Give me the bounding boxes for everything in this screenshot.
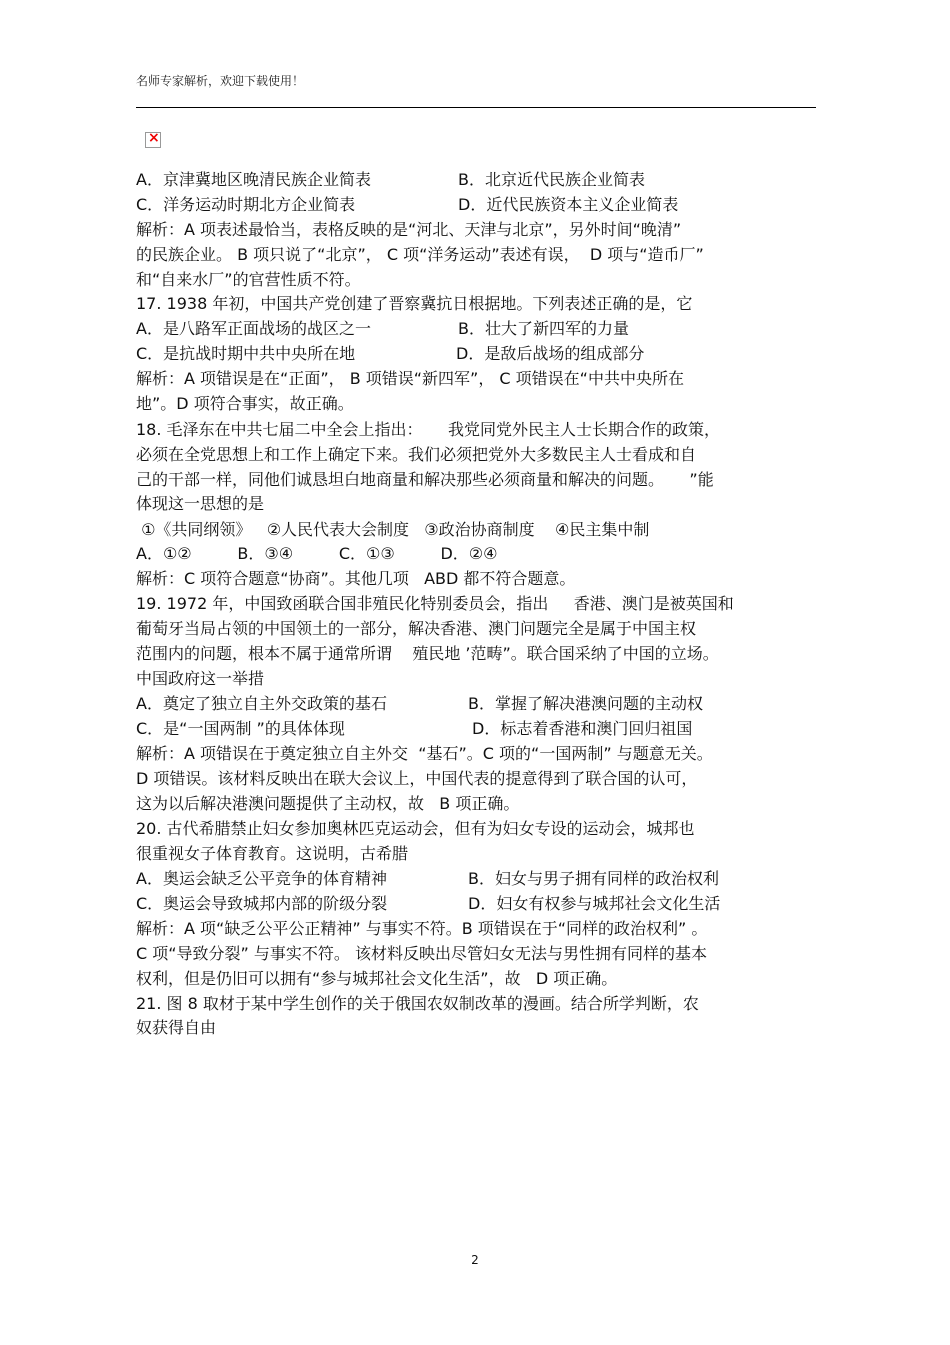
text-line	[136, 470, 714, 490]
page-number: 2	[471, 1253, 479, 1267]
text-line	[136, 594, 734, 614]
line-text: 解析：A 项表述最恰当，表格反映的是“河北、天津与北京”，另外时间“晚清”	[136, 220, 682, 239]
line-text: A．奥运会缺乏公平竞争的体育精神	[136, 869, 387, 888]
option-text: D．标志着香港和澳门回归祖国	[472, 719, 693, 738]
line-text: A．京津冀地区晚清民族企业简表	[136, 170, 371, 189]
options-row	[136, 869, 719, 889]
line-text: ①《共同纲领》 ②人民代表大会制度 ③政治协商制度 ④民主集中制	[136, 520, 650, 539]
text-line	[136, 769, 697, 789]
line-text: A．奠定了独立自主外交政策的基石	[136, 694, 387, 713]
text-line	[136, 420, 720, 440]
options-row	[136, 719, 693, 739]
line-text: 解析：C 项符合题意“协商”。其他几项 ABD 都不符合题意。	[136, 569, 576, 588]
line-text: 19. 1972 年，中国致函联合国非殖民化特别委员会，指出 香港、澳门是被英国和	[136, 594, 734, 613]
line-text: 的民族企业。 B 项只说了“北京”， C 项“洋务运动”表述有误， D 项与“造币厂”	[136, 245, 704, 264]
line-text: 地”。D 项符合事实，故正确。	[136, 394, 354, 413]
options-row	[136, 319, 629, 339]
text-line	[136, 819, 695, 839]
line-text: 很重视女子体育教育。这说明，古希腊	[136, 844, 409, 863]
line-text: A．是八路军正面战场的战区之一	[136, 319, 371, 338]
option-text: B．妇女与男子拥有同样的政治权利	[468, 869, 719, 888]
text-line	[136, 744, 713, 764]
text-line	[136, 969, 617, 989]
line-text: 中国政府这一举措	[136, 669, 265, 688]
options-row	[136, 694, 703, 714]
option-text: B．壮大了新四军的力量	[458, 319, 629, 338]
line-text: 17. 1938 年初，中国共产党创建了晋察冀抗日根据地。下列表述正确的是，它	[136, 294, 693, 313]
options-row	[136, 344, 645, 364]
broken-image-icon: ×	[145, 132, 161, 148]
text-line	[136, 919, 707, 939]
option-text: D．妇女有权参与城邦社会文化生活	[468, 894, 721, 913]
text-line	[136, 569, 575, 589]
option-text: D．是敌后战场的组成部分	[456, 344, 645, 363]
line-text: 18. 毛泽东在中共七届二中全会上指出： 我党同党外民主人士长期合作的政策，	[136, 420, 720, 439]
line-text: D 项错误。该材料反映出在联大会议上，中国代表的提意得到了联合国的认可，	[136, 769, 698, 788]
text-line	[136, 294, 692, 314]
line-text: C．奥运会导致城邦内部的阶级分裂	[136, 894, 388, 913]
options-row	[136, 195, 679, 215]
line-text: 范围内的问题，根本不属于通常所谓 殖民地 ’范畴”。联合国采纳了中国的立场。	[136, 644, 719, 663]
line-text: A．①② B．③④ C．①③ D．②④	[136, 544, 498, 563]
options-row	[136, 894, 721, 914]
text-line	[136, 794, 519, 814]
options-row	[136, 170, 645, 190]
line-text: 体现这一思想的是	[136, 494, 265, 513]
text-line	[136, 445, 696, 465]
text-line	[136, 369, 684, 389]
text-line	[136, 619, 696, 639]
text-line	[136, 520, 649, 540]
text-line	[136, 245, 704, 265]
option-text: B．北京近代民族企业简表	[458, 170, 645, 189]
line-text: C．是抗战时期中共中央所在地	[136, 344, 356, 363]
line-text: 解析：A 项错误在于奠定独立自主外交 “基石”。C 项的“一国两制” 与题意无关。	[136, 744, 713, 763]
line-text: 解析：A 项错误是在“正面”， B 项错误“新四军”， C 项错误在“中共中央所在	[136, 369, 684, 388]
text-line	[136, 994, 699, 1014]
text-line	[136, 644, 719, 664]
line-text: C 项“导致分裂” 与事实不符。 该材料反映出尽管妇女无法与男性拥有同样的基本	[136, 944, 708, 963]
text-line	[136, 844, 408, 864]
text-line	[136, 944, 707, 964]
line-text: 必须在全党思想上和工作上确定下来。我们必须把党外大多数民主人士看成和自	[136, 445, 697, 464]
line-text: 20. 古代希腊禁止妇女参加奥林匹克运动会，但有为妇女专设的运动会，城邦也	[136, 819, 695, 838]
line-text: 解析：A 项“缺乏公平公正精神” 与事实不符。B 项错误在于“同样的政治权利” 。	[136, 919, 708, 938]
text-line	[136, 394, 354, 414]
line-text: 这为以后解决港澳问题提供了主动权，故 B 项正确。	[136, 794, 520, 813]
text-line	[136, 220, 681, 240]
text-line	[136, 544, 498, 564]
line-text: 21. 图 8 取材于某中学生创作的关于俄国农奴制改革的漫画。结合所学判断，农	[136, 994, 699, 1013]
line-text: C．是“一国两制 ”的具体体现	[136, 719, 345, 738]
line-text: 和“自来水厂”的官营性质不符。	[136, 270, 361, 289]
header-rule	[136, 107, 816, 108]
line-text: 奴获得自由	[136, 1018, 217, 1037]
text-line	[136, 494, 264, 514]
page-header: 名师专家解析，欢迎下载使用！	[136, 74, 305, 88]
text-line	[136, 270, 361, 290]
option-text: D．近代民族资本主义企业简表	[458, 195, 679, 214]
line-text: 权利，但是仍旧可以拥有“参与城邦社会文化生活”，故 D 项正确。	[136, 969, 618, 988]
line-text: C．洋务运动时期北方企业简表	[136, 195, 356, 214]
text-line	[136, 1018, 216, 1038]
option-text: B．掌握了解决港澳问题的主动权	[468, 694, 703, 713]
text-line	[136, 669, 264, 689]
line-text: 葡萄牙当局占领的中国领土的一部分，解决香港、澳门问题完全是属于中国主权	[136, 619, 697, 638]
line-text: 己的干部一样，同他们诚恳坦白地商量和解决那些必须商量和解决的问题。 ”能	[136, 470, 714, 489]
